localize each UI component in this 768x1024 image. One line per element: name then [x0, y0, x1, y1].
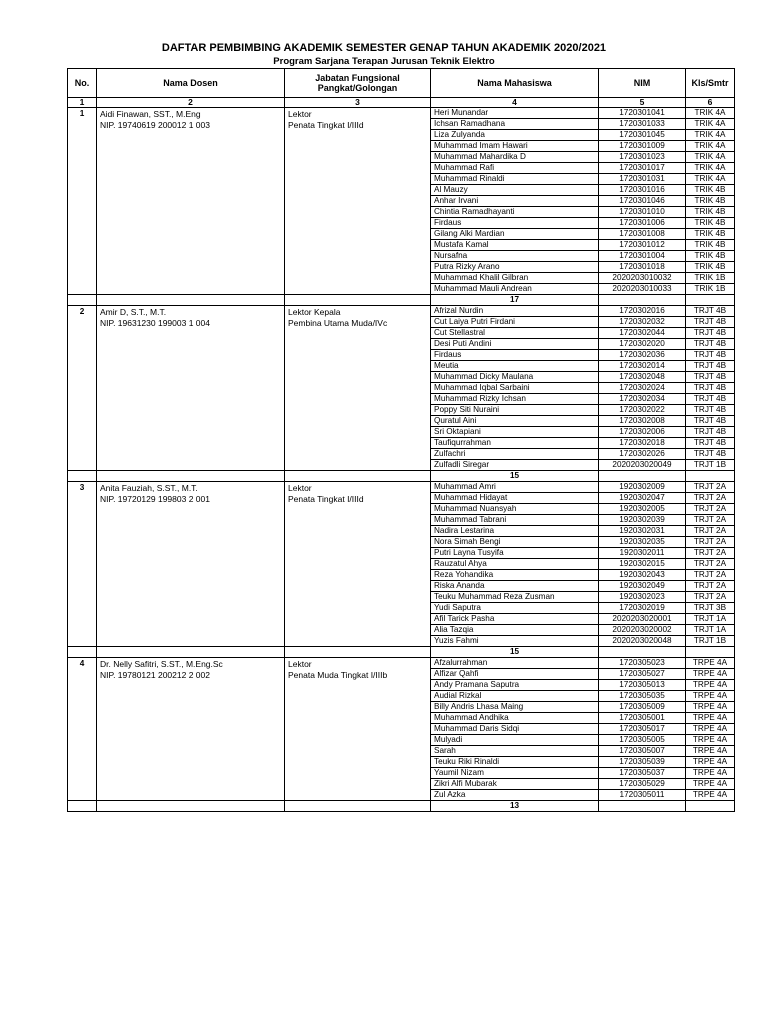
- empty-cell: [97, 471, 285, 482]
- student-name: Yuzis Fahmi: [431, 636, 599, 647]
- student-class: TRIK 4A: [686, 108, 735, 119]
- student-nim: 1720302044: [599, 328, 686, 339]
- column-number: 2: [97, 98, 285, 108]
- advisor-name: Anita Fauziah, S.ST., M.T.: [100, 483, 198, 493]
- student-class: TRJT 2A: [686, 526, 735, 537]
- student-class: TRPE 4A: [686, 757, 735, 768]
- student-name: Muhammad Iqbal Sarbaini: [431, 383, 599, 394]
- student-class: TRPE 4A: [686, 680, 735, 691]
- student-class: TRJT 2A: [686, 559, 735, 570]
- student-name: Firdaus: [431, 218, 599, 229]
- student-name: Poppy Siti Nuraini: [431, 405, 599, 416]
- student-nim: 1920302005: [599, 504, 686, 515]
- student-class: TRJT 4B: [686, 383, 735, 394]
- column-number: 3: [285, 98, 431, 108]
- student-name: Audial Rizkal: [431, 691, 599, 702]
- student-class: TRJT 4B: [686, 339, 735, 350]
- advisor-nip: NIP. 19720129 199803 2 001: [100, 494, 210, 504]
- student-class: TRIK 4B: [686, 185, 735, 196]
- page-title: DAFTAR PEMBIMBING AKADEMIK SEMESTER GENAP TAHUN AKADEMIK 2020/2021: [161, 42, 607, 54]
- student-class: TRJT 4B: [686, 438, 735, 449]
- advisor-number: 4: [68, 658, 97, 801]
- student-class: TRIK 4B: [686, 229, 735, 240]
- table-row: [68, 306, 735, 317]
- student-name: Muhammad Mauli Andrean: [431, 284, 599, 295]
- student-class: TRJT 4B: [686, 394, 735, 405]
- student-nim: 1720302018: [599, 438, 686, 449]
- header-jabatan: [285, 69, 431, 98]
- student-name: Alia Tazqia: [431, 625, 599, 636]
- student-class: TRJT 1B: [686, 636, 735, 647]
- header-jabatan-line2: Pangkat/Golongan: [317, 83, 398, 93]
- student-nim: 2020203020002: [599, 625, 686, 636]
- empty-cell: [68, 647, 97, 658]
- student-nim: 1720302048: [599, 372, 686, 383]
- page-subtitle: Program Sarjana Terapan Jurusan Teknik Elektro: [273, 56, 495, 67]
- student-class: TRJT 2A: [686, 493, 735, 504]
- student-name: Gilang Alki Mardian: [431, 229, 599, 240]
- student-nim: 1920302035: [599, 537, 686, 548]
- table-row: [68, 482, 735, 493]
- student-name: Ichsan Ramadhana: [431, 119, 599, 130]
- advisor-rank: [285, 482, 431, 647]
- student-name: Liza Zulyanda: [431, 130, 599, 141]
- student-name: Putra Rizky Arano: [431, 262, 599, 273]
- student-name: Teuku Muhammad Reza Zusman: [431, 592, 599, 603]
- advisor-info: [97, 108, 285, 295]
- student-class: TRJT 4B: [686, 328, 735, 339]
- advisor-number: 1: [68, 108, 97, 295]
- group-total-row: [68, 295, 735, 306]
- student-nim: 1720301004: [599, 251, 686, 262]
- student-name: Reza Yohandika: [431, 570, 599, 581]
- header-no: No.: [68, 69, 97, 98]
- student-class: TRJT 3B: [686, 603, 735, 614]
- advisor-rank: [285, 306, 431, 471]
- student-nim: 1920302031: [599, 526, 686, 537]
- advisor-jabatan: Lektor: [288, 483, 312, 493]
- student-class: TRPE 4A: [686, 768, 735, 779]
- group-total: 15: [431, 647, 599, 658]
- advisor-rank: [285, 658, 431, 801]
- empty-cell: [285, 295, 431, 306]
- student-name: Zulfachri: [431, 449, 599, 460]
- group-total-row: [68, 647, 735, 658]
- student-nim: 1720305017: [599, 724, 686, 735]
- group-total-row: [68, 801, 735, 812]
- student-class: TRIK 4B: [686, 251, 735, 262]
- advisor-pangkat: Penata Muda Tingkat I/IIIb: [288, 670, 388, 680]
- student-name: Zulfadli Siregar: [431, 460, 599, 471]
- student-name: Muhammad Daris Sidqi: [431, 724, 599, 735]
- advisor-nip: NIP. 19780121 200212 2 002: [100, 670, 210, 680]
- group-total: 13: [431, 801, 599, 812]
- column-number-row: [68, 98, 735, 108]
- student-nim: 1720302008: [599, 416, 686, 427]
- student-name: Muhammad Rinaldi: [431, 174, 599, 185]
- header-dosen: Nama Dosen: [97, 69, 285, 98]
- student-class: TRJT 2A: [686, 482, 735, 493]
- student-class: TRJT 1A: [686, 625, 735, 636]
- student-class: TRIK 4B: [686, 240, 735, 251]
- student-nim: 1720301009: [599, 141, 686, 152]
- column-number: 5: [599, 98, 686, 108]
- student-class: TRJT 1A: [686, 614, 735, 625]
- advisor-pangkat: Pembina Utama Muda/IVc: [288, 318, 388, 328]
- student-nim: 1720302006: [599, 427, 686, 438]
- student-nim: 2020203020001: [599, 614, 686, 625]
- student-class: TRIK 4A: [686, 174, 735, 185]
- advisor-nip: NIP. 19631230 199003 1 004: [100, 318, 210, 328]
- student-nim: 1920302011: [599, 548, 686, 559]
- student-nim: 1720305029: [599, 779, 686, 790]
- student-name: Cut Laiya Putri Firdani: [431, 317, 599, 328]
- student-name: Heri Munandar: [431, 108, 599, 119]
- advisor-number: 3: [68, 482, 97, 647]
- student-nim: 1720301045: [599, 130, 686, 141]
- student-class: TRJT 4B: [686, 306, 735, 317]
- student-class: TRPE 4A: [686, 669, 735, 680]
- advisor-number: 2: [68, 306, 97, 471]
- student-name: Riska Ananda: [431, 581, 599, 592]
- student-name: Muhammad Mahardika D: [431, 152, 599, 163]
- student-nim: 1920302023: [599, 592, 686, 603]
- student-class: TRIK 1B: [686, 284, 735, 295]
- advisor-pangkat: Penata Tingkat I/IIId: [288, 120, 364, 130]
- student-nim: 1720305011: [599, 790, 686, 801]
- advisor-name: Dr. Nelly Safitri, S.ST., M.Eng.Sc: [100, 659, 223, 669]
- student-name: Firdaus: [431, 350, 599, 361]
- student-class: TRPE 4A: [686, 691, 735, 702]
- table-header: [68, 69, 735, 108]
- student-name: Sarah: [431, 746, 599, 757]
- empty-cell: [97, 647, 285, 658]
- student-nim: 1720301023: [599, 152, 686, 163]
- student-nim: 1720301018: [599, 262, 686, 273]
- advisor-name: Aidi Finawan, SST., M.Eng: [100, 109, 201, 119]
- header-jabatan-line1: Jabatan Fungsional: [315, 73, 400, 83]
- student-name: Teuku Riki Rinaldi: [431, 757, 599, 768]
- student-nim: 1920302047: [599, 493, 686, 504]
- student-nim: 1720301010: [599, 207, 686, 218]
- student-class: TRPE 4A: [686, 746, 735, 757]
- student-name: Billy Andris Lhasa Maing: [431, 702, 599, 713]
- student-nim: 1720301016: [599, 185, 686, 196]
- student-name: Zul Azka: [431, 790, 599, 801]
- empty-cell: [686, 295, 735, 306]
- student-nim: 2020203020048: [599, 636, 686, 647]
- student-class: TRIK 4B: [686, 207, 735, 218]
- student-nim: 1720302022: [599, 405, 686, 416]
- empty-cell: [68, 801, 97, 812]
- student-name: Muhammad Tabrani: [431, 515, 599, 526]
- student-nim: 1720302020: [599, 339, 686, 350]
- student-nim: 1720302014: [599, 361, 686, 372]
- student-nim: 1720305023: [599, 658, 686, 669]
- student-name: Cut Stellastral: [431, 328, 599, 339]
- student-name: Muhammad Rizky Ichsan: [431, 394, 599, 405]
- header-mahasiswa: Nama Mahasiswa: [431, 69, 599, 98]
- empty-cell: [599, 471, 686, 482]
- student-name: Al Mauzy: [431, 185, 599, 196]
- empty-cell: [97, 295, 285, 306]
- student-class: TRIK 4B: [686, 262, 735, 273]
- empty-cell: [68, 471, 97, 482]
- advisor-name: Amir D, S.T., M.T.: [100, 307, 167, 317]
- student-class: TRPE 4A: [686, 735, 735, 746]
- student-nim: 1720302032: [599, 317, 686, 328]
- student-nim: 1720302016: [599, 306, 686, 317]
- student-class: TRPE 4A: [686, 724, 735, 735]
- student-nim: 2020203010032: [599, 273, 686, 284]
- column-number: 1: [68, 98, 97, 108]
- empty-cell: [285, 801, 431, 812]
- student-name: Muhammad Andhika: [431, 713, 599, 724]
- student-class: TRPE 4A: [686, 779, 735, 790]
- empty-cell: [97, 801, 285, 812]
- student-nim: 1920302039: [599, 515, 686, 526]
- student-nim: 1920302009: [599, 482, 686, 493]
- student-class: TRIK 4B: [686, 218, 735, 229]
- student-class: TRJT 4B: [686, 449, 735, 460]
- advisor-nip: NIP. 19740619 200012 1 003: [100, 120, 210, 130]
- student-class: TRIK 4A: [686, 163, 735, 174]
- student-class: TRIK 4A: [686, 152, 735, 163]
- student-class: TRJT 4B: [686, 416, 735, 427]
- student-name: Zikri Alfi Mubarak: [431, 779, 599, 790]
- student-class: TRPE 4A: [686, 702, 735, 713]
- student-class: TRJT 2A: [686, 504, 735, 515]
- student-class: TRIK 1B: [686, 273, 735, 284]
- student-class: TRJT 2A: [686, 592, 735, 603]
- student-class: TRIK 4A: [686, 119, 735, 130]
- student-nim: 1720301041: [599, 108, 686, 119]
- student-nim: 1720302034: [599, 394, 686, 405]
- student-name: Desi Puti Andini: [431, 339, 599, 350]
- student-name: Quratul Aini: [431, 416, 599, 427]
- empty-cell: [68, 295, 97, 306]
- student-nim: 2020203020049: [599, 460, 686, 471]
- student-name: Nursafna: [431, 251, 599, 262]
- column-number: 6: [686, 98, 735, 108]
- advisor-info: [97, 658, 285, 801]
- student-name: Muhammad Rafi: [431, 163, 599, 174]
- student-nim: 1720302024: [599, 383, 686, 394]
- student-name: Alfizar Qahfi: [431, 669, 599, 680]
- table-row: [68, 658, 735, 669]
- group-total: 17: [431, 295, 599, 306]
- student-name: Afil Tarick Pasha: [431, 614, 599, 625]
- student-name: Chintia Ramadhayanti: [431, 207, 599, 218]
- student-class: TRJT 1B: [686, 460, 735, 471]
- student-nim: 1720301012: [599, 240, 686, 251]
- student-name: Taufiqurrahman: [431, 438, 599, 449]
- student-nim: 1920302049: [599, 581, 686, 592]
- student-nim: 1720302036: [599, 350, 686, 361]
- student-nim: 1720305005: [599, 735, 686, 746]
- student-nim: 1720305007: [599, 746, 686, 757]
- student-class: TRPE 4A: [686, 658, 735, 669]
- student-nim: 1720305037: [599, 768, 686, 779]
- student-class: TRPE 4A: [686, 713, 735, 724]
- student-nim: 1720302019: [599, 603, 686, 614]
- student-name: Muhammad Nuansyah: [431, 504, 599, 515]
- student-name: Muhammad Hidayat: [431, 493, 599, 504]
- student-nim: 1720301008: [599, 229, 686, 240]
- table-row: [68, 108, 735, 119]
- student-class: TRJT 4B: [686, 405, 735, 416]
- empty-cell: [686, 647, 735, 658]
- student-name: Meutia: [431, 361, 599, 372]
- student-nim: 1720305013: [599, 680, 686, 691]
- student-name: Afrizal Nurdin: [431, 306, 599, 317]
- student-nim: 1720305035: [599, 691, 686, 702]
- student-class: TRJT 2A: [686, 515, 735, 526]
- student-class: TRJT 2A: [686, 548, 735, 559]
- student-nim: 1720301006: [599, 218, 686, 229]
- student-nim: 1720302026: [599, 449, 686, 460]
- empty-cell: [599, 801, 686, 812]
- student-name: Muhammad Khalil Gilbran: [431, 273, 599, 284]
- empty-cell: [686, 471, 735, 482]
- student-name: Mulyadi: [431, 735, 599, 746]
- student-class: TRPE 4A: [686, 790, 735, 801]
- student-name: Putri Layna Tusyifa: [431, 548, 599, 559]
- student-nim: 1920302015: [599, 559, 686, 570]
- student-name: Afzalurrahman: [431, 658, 599, 669]
- header-kls: Kls/Smtr: [686, 69, 735, 98]
- header-nim: NIM: [599, 69, 686, 98]
- student-nim: 1720301031: [599, 174, 686, 185]
- student-class: TRIK 4B: [686, 196, 735, 207]
- group-total-row: [68, 471, 735, 482]
- student-nim: 2020203010033: [599, 284, 686, 295]
- student-class: TRJT 2A: [686, 570, 735, 581]
- advisor-jabatan: Lektor: [288, 659, 312, 669]
- empty-cell: [686, 801, 735, 812]
- student-name: Andy Pramana Saputra: [431, 680, 599, 691]
- advisor-rank: [285, 108, 431, 295]
- empty-cell: [599, 295, 686, 306]
- student-nim: 1720301033: [599, 119, 686, 130]
- student-name: Muhammad Imam Hawari: [431, 141, 599, 152]
- student-class: TRJT 4B: [686, 361, 735, 372]
- advisor-jabatan: Lektor Kepala: [288, 307, 341, 317]
- student-nim: 1720305039: [599, 757, 686, 768]
- student-name: Muhammad Amri: [431, 482, 599, 493]
- column-number: 4: [431, 98, 599, 108]
- student-class: TRIK 4A: [686, 130, 735, 141]
- student-name: Rauzatul Ahya: [431, 559, 599, 570]
- student-class: TRIK 4A: [686, 141, 735, 152]
- student-class: TRJT 4B: [686, 372, 735, 383]
- student-class: TRJT 4B: [686, 350, 735, 361]
- student-nim: 1720305009: [599, 702, 686, 713]
- empty-cell: [285, 471, 431, 482]
- student-name: Nora Simah Bengi: [431, 537, 599, 548]
- student-name: Yudi Saputra: [431, 603, 599, 614]
- student-class: TRJT 2A: [686, 537, 735, 548]
- student-class: TRJT 2A: [686, 581, 735, 592]
- group-total: 15: [431, 471, 599, 482]
- student-name: Sri Oktapiani: [431, 427, 599, 438]
- empty-cell: [285, 647, 431, 658]
- student-name: Anhar Irvani: [431, 196, 599, 207]
- student-nim: 1720305001: [599, 713, 686, 724]
- advisor-info: [97, 482, 285, 647]
- student-name: Mustafa Kamal: [431, 240, 599, 251]
- student-name: Nadira Lestarina: [431, 526, 599, 537]
- table-body: [68, 108, 735, 812]
- student-name: Muhammad Dicky Maulana: [431, 372, 599, 383]
- student-nim: 1920302043: [599, 570, 686, 581]
- student-name: Yaumil Nizam: [431, 768, 599, 779]
- advisor-pangkat: Penata Tingkat I/IIId: [288, 494, 364, 504]
- student-nim: 1720301017: [599, 163, 686, 174]
- student-nim: 1720301046: [599, 196, 686, 207]
- empty-cell: [599, 647, 686, 658]
- advisor-info: [97, 306, 285, 471]
- advisor-jabatan: Lektor: [288, 109, 312, 119]
- advisor-table: [67, 68, 735, 812]
- student-class: TRJT 4B: [686, 427, 735, 438]
- student-nim: 1720305027: [599, 669, 686, 680]
- student-class: TRJT 4B: [686, 317, 735, 328]
